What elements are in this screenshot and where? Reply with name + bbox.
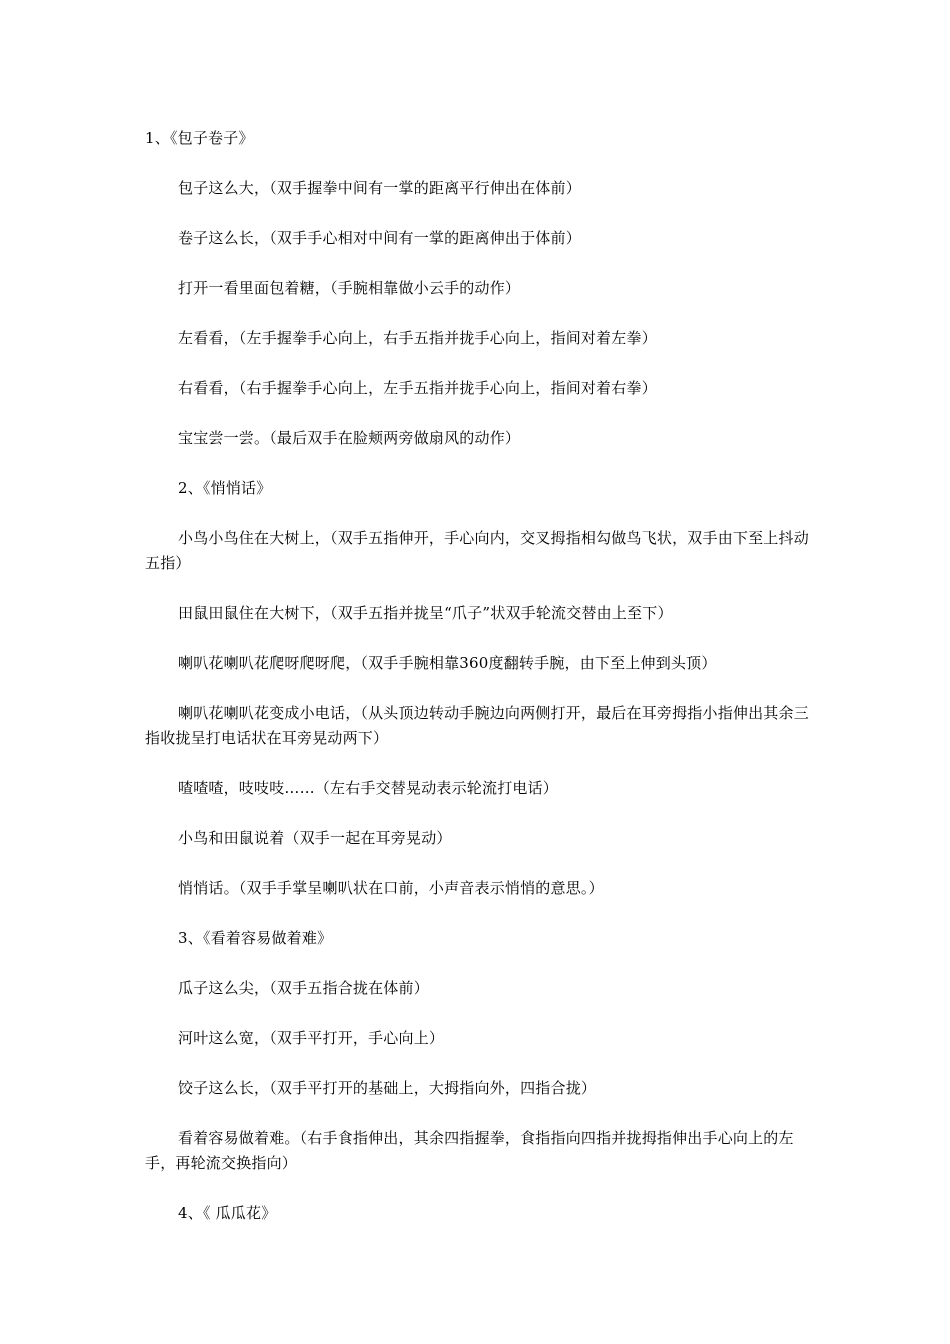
paragraph: 右看看，（右手握拳手心向上，左手五指并拢手心向上，指间对着右拳）	[178, 379, 657, 397]
paragraph: 左看看，（左手握拳手心向上，右手五指并拢手心向上，指间对着左拳）	[178, 329, 657, 347]
paragraph: 小鸟小鸟住在大树上，（双手五指伸开，手心向内，交叉拇指相勾做鸟飞状，双手由下至上抖动五指）	[145, 529, 809, 572]
paragraph: 小鸟和田鼠说着（双手一起在耳旁晃动）	[178, 829, 452, 847]
paragraph: 悄悄话。（双手手掌呈喇叭状在口前，小声音表示悄悄的意思。）	[178, 879, 604, 897]
paragraph: 打开一看里面包着糖，（手腕相靠做小云手的动作）	[178, 279, 521, 297]
section-heading-2: 2、《悄悄话》	[178, 479, 272, 497]
section-heading-4: 4、《 瓜瓜花》	[178, 1204, 277, 1222]
paragraph: 河叶这么宽，（双手平打开，手心向上）	[178, 1029, 445, 1047]
paragraph: 宝宝尝一尝。（最后双手在脸颊两旁做扇风的动作）	[178, 429, 521, 447]
paragraph: 看着容易做着难。（右手食指伸出，其余四指握拳，食指指向四指并拢拇指伸出手心向上的左手，再轮流交换指向）	[145, 1129, 794, 1172]
paragraph: 田鼠田鼠住在大树下，（双手五指并拢呈“爪子”状双手轮流交替由上至下）	[178, 604, 673, 622]
paragraph: 饺子这么长，（双手平打开的基础上，大拇指向外，四指合拢）	[178, 1079, 597, 1097]
paragraph: 包子这么大，（双手握拳中间有一掌的距离平行伸出在体前）	[178, 179, 581, 197]
paragraph: 喳喳喳，吱吱吱……（左右手交替晃动表示轮流打电话）	[178, 779, 559, 797]
paragraph: 喇叭花喇叭花变成小电话，（从头顶边转动手腕边向两侧打开，最后在耳旁拇指小指伸出其余三指收拢呈打电话状在耳旁晃动两下）	[145, 704, 809, 747]
section-heading-1: 1、《包子卷子》	[145, 129, 254, 147]
paragraph: 卷子这么长，（双手手心相对中间有一掌的距离伸出于体前）	[178, 229, 581, 247]
paragraph: 瓜子这么尖，（双手五指合拢在体前）	[178, 979, 429, 997]
section-heading-3: 3、《看着容易做着难》	[178, 929, 333, 947]
document-body	[145, 126, 815, 1251]
paragraph: 喇叭花喇叭花爬呀爬呀爬，（双手手腕相靠360度翻转手腕，由下至上伸到头顶）	[178, 654, 717, 672]
